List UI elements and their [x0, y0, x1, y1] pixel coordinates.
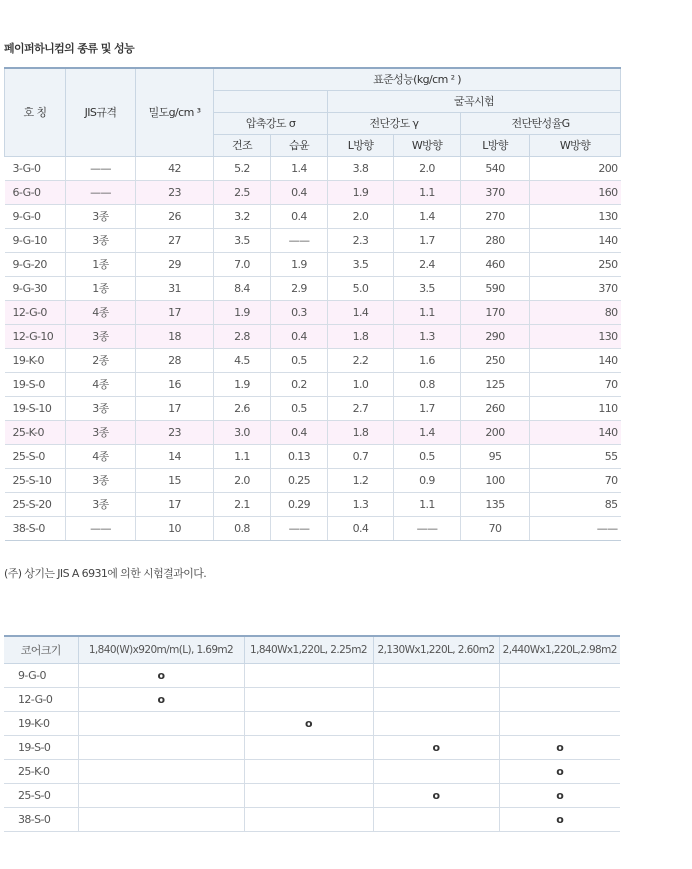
- cell-availability-mark: [244, 760, 373, 784]
- cell-shear-modulus-l: 70: [461, 516, 530, 540]
- cell-density: 17: [136, 492, 214, 516]
- table-row: [4, 664, 620, 688]
- cell-code: 25-S-20: [5, 492, 66, 516]
- core-size-table: [4, 635, 620, 832]
- cell-availability-mark: o: [244, 712, 373, 736]
- cell-shear-strength-w: 2.4: [394, 252, 461, 276]
- table-row: [5, 468, 621, 492]
- cell-compression-wet: 0.4: [271, 204, 328, 228]
- cell-density: 15: [136, 468, 214, 492]
- cell-code: 12-G-0: [5, 300, 66, 324]
- table-row: [5, 252, 621, 276]
- cell-availability-mark: [499, 664, 620, 688]
- cell-availability-mark: [244, 808, 373, 832]
- cell-compression-dry: 2.0: [214, 468, 271, 492]
- cell-compression-wet: 0.13: [271, 444, 328, 468]
- cell-shear-strength-l: 1.8: [328, 324, 394, 348]
- header-shear-w: W방향: [394, 134, 461, 156]
- cell-shear-modulus-l: 270: [461, 204, 530, 228]
- table-row: [5, 228, 621, 252]
- cell-compression-wet: ——: [271, 516, 328, 540]
- cell-shear-strength-l: 2.0: [328, 204, 394, 228]
- cell-jis: 3종: [66, 420, 136, 444]
- header-shear-l: L방향: [328, 134, 394, 156]
- cell-density: 16: [136, 372, 214, 396]
- cell-compression-wet: 0.29: [271, 492, 328, 516]
- cell-shear-modulus-w: 370: [530, 276, 621, 300]
- cell-density: 42: [136, 156, 214, 180]
- cell-shear-strength-w: 1.1: [394, 300, 461, 324]
- table-row: [5, 156, 621, 180]
- cell-shear-modulus-w: 250: [530, 252, 621, 276]
- cell-shear-modulus-w: 85: [530, 492, 621, 516]
- cell-code: 9-G-10: [5, 228, 66, 252]
- cell-shear-modulus-l: 170: [461, 300, 530, 324]
- cell-availability-mark: o: [499, 760, 620, 784]
- cell-density: 10: [136, 516, 214, 540]
- cell-availability-mark: [373, 808, 499, 832]
- cell-shear-modulus-w: 200: [530, 156, 621, 180]
- cell-shear-modulus-l: 590: [461, 276, 530, 300]
- cell-shear-strength-w: 1.3: [394, 324, 461, 348]
- cell-shear-strength-w: 1.4: [394, 204, 461, 228]
- cell-density: 28: [136, 348, 214, 372]
- cell-density: 17: [136, 396, 214, 420]
- cell-jis: ——: [66, 156, 136, 180]
- header-size-4: 2,440Wx1,220L,2.98m2: [499, 636, 620, 664]
- cell-compression-dry: 2.6: [214, 396, 271, 420]
- cell-shear-modulus-l: 125: [461, 372, 530, 396]
- performance-table: [4, 67, 621, 541]
- cell-code: 25-K-0: [5, 420, 66, 444]
- cell-shear-modulus-w: 140: [530, 420, 621, 444]
- cell-density: 17: [136, 300, 214, 324]
- cell-core-code: 25-S-0: [4, 784, 78, 808]
- cell-compression-dry: 2.5: [214, 180, 271, 204]
- cell-code: 19-S-0: [5, 372, 66, 396]
- cell-code: 25-S-0: [5, 444, 66, 468]
- cell-shear-strength-w: 0.8: [394, 372, 461, 396]
- cell-code: 9-G-20: [5, 252, 66, 276]
- table-row: [4, 688, 620, 712]
- cell-compression-wet: 2.9: [271, 276, 328, 300]
- header-compression: 압축강도 σ: [214, 112, 328, 134]
- header-dry: 건조: [214, 134, 271, 156]
- cell-shear-strength-l: 5.0: [328, 276, 394, 300]
- cell-compression-wet: 0.5: [271, 348, 328, 372]
- cell-compression-dry: 3.2: [214, 204, 271, 228]
- cell-density: 26: [136, 204, 214, 228]
- header-modulus-l: L방향: [461, 134, 530, 156]
- table-row: [5, 372, 621, 396]
- cell-shear-modulus-l: 200: [461, 420, 530, 444]
- cell-compression-wet: 0.25: [271, 468, 328, 492]
- cell-shear-strength-w: 0.9: [394, 468, 461, 492]
- cell-shear-modulus-l: 280: [461, 228, 530, 252]
- cell-shear-modulus-w: ——: [530, 516, 621, 540]
- cell-code: 3-G-0: [5, 156, 66, 180]
- table-row: [5, 492, 621, 516]
- cell-shear-strength-l: 1.3: [328, 492, 394, 516]
- table-row: [5, 204, 621, 228]
- cell-compression-wet: 0.4: [271, 180, 328, 204]
- cell-jis: 1종: [66, 252, 136, 276]
- cell-shear-modulus-w: 110: [530, 396, 621, 420]
- cell-shear-modulus-l: 250: [461, 348, 530, 372]
- cell-shear-strength-l: 1.8: [328, 420, 394, 444]
- table-row: [4, 712, 620, 736]
- cell-density: 23: [136, 180, 214, 204]
- cell-shear-strength-w: 1.1: [394, 492, 461, 516]
- cell-density: 18: [136, 324, 214, 348]
- cell-availability-mark: [373, 664, 499, 688]
- cell-shear-strength-l: 0.7: [328, 444, 394, 468]
- table-row: [5, 276, 621, 300]
- cell-availability-mark: [373, 688, 499, 712]
- cell-jis: ——: [66, 516, 136, 540]
- cell-availability-mark: [244, 688, 373, 712]
- cell-shear-modulus-l: 460: [461, 252, 530, 276]
- cell-shear-strength-w: 2.0: [394, 156, 461, 180]
- cell-code: 25-S-10: [5, 468, 66, 492]
- cell-jis: 4종: [66, 372, 136, 396]
- cell-availability-mark: o: [499, 736, 620, 760]
- page-title: 페이퍼하니컴의 종류 및 성능: [4, 42, 134, 55]
- cell-shear-modulus-l: 260: [461, 396, 530, 420]
- cell-shear-strength-l: 3.5: [328, 252, 394, 276]
- cell-shear-strength-l: 0.4: [328, 516, 394, 540]
- cell-shear-strength-w: 1.7: [394, 396, 461, 420]
- cell-shear-strength-l: 2.2: [328, 348, 394, 372]
- cell-compression-dry: 0.8: [214, 516, 271, 540]
- cell-shear-strength-w: 1.6: [394, 348, 461, 372]
- cell-shear-modulus-w: 140: [530, 348, 621, 372]
- cell-availability-mark: [78, 736, 244, 760]
- header-core-size: 코어크기: [4, 636, 78, 664]
- cell-core-code: 25-K-0: [4, 760, 78, 784]
- cell-shear-modulus-l: 540: [461, 156, 530, 180]
- cell-density: 14: [136, 444, 214, 468]
- cell-shear-modulus-w: 80: [530, 300, 621, 324]
- table-row: [5, 516, 621, 540]
- header-shear-modulus: 전단탄성율G: [461, 112, 621, 134]
- table-row: [5, 324, 621, 348]
- cell-shear-strength-l: 3.8: [328, 156, 394, 180]
- header-code: 호 칭: [5, 68, 66, 156]
- cell-density: 29: [136, 252, 214, 276]
- header-size-2: 1,840Wx1,220L, 2.25m2: [244, 636, 373, 664]
- header-modulus-w: W방향: [530, 134, 621, 156]
- cell-shear-modulus-w: 70: [530, 372, 621, 396]
- cell-code: 19-K-0: [5, 348, 66, 372]
- cell-compression-wet: 0.2: [271, 372, 328, 396]
- footnote: (주) 상기는 JIS A 6931에 의한 시험결과이다.: [4, 567, 207, 580]
- cell-compression-dry: 1.9: [214, 372, 271, 396]
- cell-shear-modulus-w: 130: [530, 324, 621, 348]
- cell-compression-wet: 1.9: [271, 252, 328, 276]
- cell-core-code: 9-G-0: [4, 664, 78, 688]
- cell-shear-modulus-l: 100: [461, 468, 530, 492]
- cell-availability-mark: o: [78, 664, 244, 688]
- cell-shear-strength-w: 1.4: [394, 420, 461, 444]
- cell-density: 27: [136, 228, 214, 252]
- cell-shear-modulus-l: 95: [461, 444, 530, 468]
- cell-jis: 4종: [66, 300, 136, 324]
- cell-shear-strength-w: 1.7: [394, 228, 461, 252]
- cell-availability-mark: [244, 664, 373, 688]
- cell-shear-strength-l: 2.3: [328, 228, 394, 252]
- cell-core-code: 12-G-0: [4, 688, 78, 712]
- cell-shear-modulus-l: 370: [461, 180, 530, 204]
- cell-compression-dry: 5.2: [214, 156, 271, 180]
- cell-compression-wet: 0.4: [271, 324, 328, 348]
- cell-shear-strength-w: 3.5: [394, 276, 461, 300]
- cell-availability-mark: o: [373, 736, 499, 760]
- cell-code: 6-G-0: [5, 180, 66, 204]
- cell-code: 19-S-10: [5, 396, 66, 420]
- cell-code: 9-G-0: [5, 204, 66, 228]
- header-jis: JIS규격: [66, 68, 136, 156]
- cell-compression-wet: 0.4: [271, 420, 328, 444]
- cell-compression-dry: 4.5: [214, 348, 271, 372]
- cell-shear-strength-l: 1.0: [328, 372, 394, 396]
- header-bending-test: 굴곡시험: [328, 90, 621, 112]
- cell-code: 9-G-30: [5, 276, 66, 300]
- cell-shear-strength-l: 1.4: [328, 300, 394, 324]
- cell-compression-dry: 1.1: [214, 444, 271, 468]
- cell-core-code: 38-S-0: [4, 808, 78, 832]
- cell-jis: 3종: [66, 468, 136, 492]
- table-row: [5, 420, 621, 444]
- cell-compression-dry: 1.9: [214, 300, 271, 324]
- cell-shear-strength-w: ——: [394, 516, 461, 540]
- cell-shear-modulus-l: 290: [461, 324, 530, 348]
- header-wet: 습윤: [271, 134, 328, 156]
- cell-core-code: 19-S-0: [4, 736, 78, 760]
- cell-compression-dry: 2.1: [214, 492, 271, 516]
- cell-jis: 3종: [66, 396, 136, 420]
- cell-compression-dry: 7.0: [214, 252, 271, 276]
- cell-availability-mark: [499, 712, 620, 736]
- cell-jis: 3종: [66, 324, 136, 348]
- cell-availability-mark: o: [78, 688, 244, 712]
- table-row: [4, 784, 620, 808]
- cell-availability-mark: o: [373, 784, 499, 808]
- cell-availability-mark: [78, 808, 244, 832]
- cell-shear-modulus-w: 140: [530, 228, 621, 252]
- cell-availability-mark: [78, 784, 244, 808]
- cell-code: 38-S-0: [5, 516, 66, 540]
- cell-jis: 2종: [66, 348, 136, 372]
- table-row: [4, 760, 620, 784]
- cell-jis: ——: [66, 180, 136, 204]
- table-row: [5, 444, 621, 468]
- cell-availability-mark: o: [499, 784, 620, 808]
- cell-availability-mark: [373, 760, 499, 784]
- cell-jis: 3종: [66, 492, 136, 516]
- cell-availability-mark: [244, 784, 373, 808]
- cell-shear-strength-l: 1.9: [328, 180, 394, 204]
- cell-compression-wet: 1.4: [271, 156, 328, 180]
- cell-availability-mark: [244, 736, 373, 760]
- cell-code: 12-G-10: [5, 324, 66, 348]
- table-row: [4, 808, 620, 832]
- cell-availability-mark: [499, 688, 620, 712]
- cell-density: 23: [136, 420, 214, 444]
- cell-shear-modulus-w: 130: [530, 204, 621, 228]
- cell-compression-dry: 3.5: [214, 228, 271, 252]
- cell-compression-dry: 2.8: [214, 324, 271, 348]
- cell-availability-mark: o: [499, 808, 620, 832]
- cell-density: 31: [136, 276, 214, 300]
- cell-shear-modulus-w: 70: [530, 468, 621, 492]
- cell-compression-dry: 8.4: [214, 276, 271, 300]
- table-row: [5, 396, 621, 420]
- cell-shear-strength-w: 1.1: [394, 180, 461, 204]
- cell-jis: 1종: [66, 276, 136, 300]
- table-row: [5, 348, 621, 372]
- cell-shear-strength-l: 1.2: [328, 468, 394, 492]
- cell-compression-wet: ——: [271, 228, 328, 252]
- cell-availability-mark: [373, 712, 499, 736]
- header-density: 밀도g/cm ³: [136, 68, 214, 156]
- cell-compression-dry: 3.0: [214, 420, 271, 444]
- cell-compression-wet: 0.5: [271, 396, 328, 420]
- header-standard-performance: 표준성능(kg/cm ² ): [214, 68, 621, 90]
- header-size-1: 1,840(W)x920m/m(L), 1.69m2: [78, 636, 244, 664]
- cell-core-code: 19-K-0: [4, 712, 78, 736]
- cell-shear-modulus-l: 135: [461, 492, 530, 516]
- cell-compression-wet: 0.3: [271, 300, 328, 324]
- table-row: [5, 300, 621, 324]
- cell-shear-strength-w: 0.5: [394, 444, 461, 468]
- cell-jis: 4종: [66, 444, 136, 468]
- header-size-3: 2,130Wx1,220L, 2.60m2: [373, 636, 499, 664]
- cell-shear-modulus-w: 55: [530, 444, 621, 468]
- cell-shear-strength-l: 2.7: [328, 396, 394, 420]
- cell-availability-mark: [78, 712, 244, 736]
- cell-shear-modulus-w: 160: [530, 180, 621, 204]
- table-row: [4, 736, 620, 760]
- header-blank: [214, 90, 328, 112]
- header-shear-strength: 전단강도 γ: [328, 112, 461, 134]
- table-row: [5, 180, 621, 204]
- cell-jis: 3종: [66, 204, 136, 228]
- cell-jis: 3종: [66, 228, 136, 252]
- cell-availability-mark: [78, 760, 244, 784]
